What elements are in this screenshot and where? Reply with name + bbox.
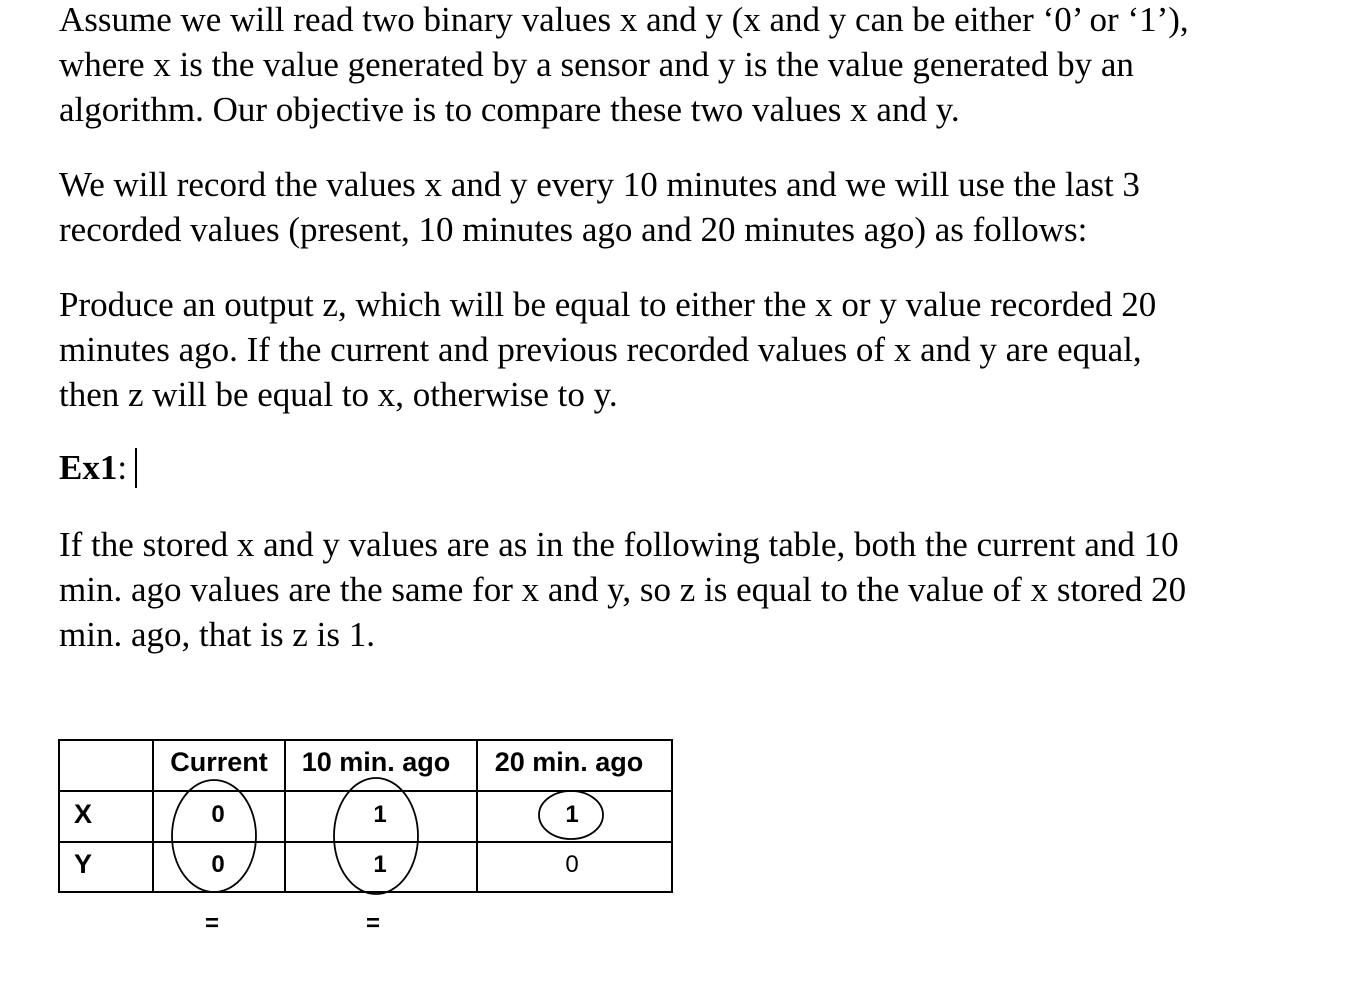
example-label: Ex1 [59,448,118,487]
table-header-current: Current [170,747,268,777]
table-row-label-y: Y [74,849,93,879]
table-cell-x-10-min: 1 [373,801,387,828]
10-min-column-circle [334,778,418,894]
table-header-20-min: 20 min. ago [494,747,644,777]
recording-paragraph: We will record the values x and y every 10 minutes and we will use the last 3 recorded values (present, 10 minutes ago and 20 minutes ago) as follows: [59,165,1140,249]
intro-paragraph: Assume we will read two binary values x and y (x and y can be either ‘0’ or ‘1’), where x is the value generated by a sensor and y is the value generated by an algorithm. Our objective is to compare these two values x and y. [59,0,1189,129]
table-border [59,740,672,892]
table-cell-y-current: 0 [211,851,225,878]
table-cell-y-10-min: 1 [373,851,387,878]
example-separator: : [117,448,128,487]
example-paragraph: If the stored x and y values are as in the following table, both the current and 10 min. ago values are the same for x and y, so z is equal to the value of x stored 20 min. ago, that is z is 1. [59,525,1187,654]
current-column-circle [172,780,256,892]
equal-mark-10-min: = [365,910,381,937]
equal-mark-current: = [204,910,220,937]
table-cell-x-20-min: 1 [565,801,579,828]
table-cell-y-20-min: 0 [565,851,579,878]
table-row-label-x: X [74,799,93,829]
text-cursor [135,448,137,488]
table-cell-x-current: 0 [211,801,225,828]
table-grid [59,740,672,892]
selected-value-circle [539,791,603,839]
example-heading [59,445,137,490]
rule-paragraph: Produce an output z, which will be equal to either the x or y value recorded 20 minutes ago. If the current and previous recorded values of x and y are equal, then z will be equal to x, otherwise to y. [59,285,1157,414]
table-header-10-min: 10 min. ago [301,747,451,777]
